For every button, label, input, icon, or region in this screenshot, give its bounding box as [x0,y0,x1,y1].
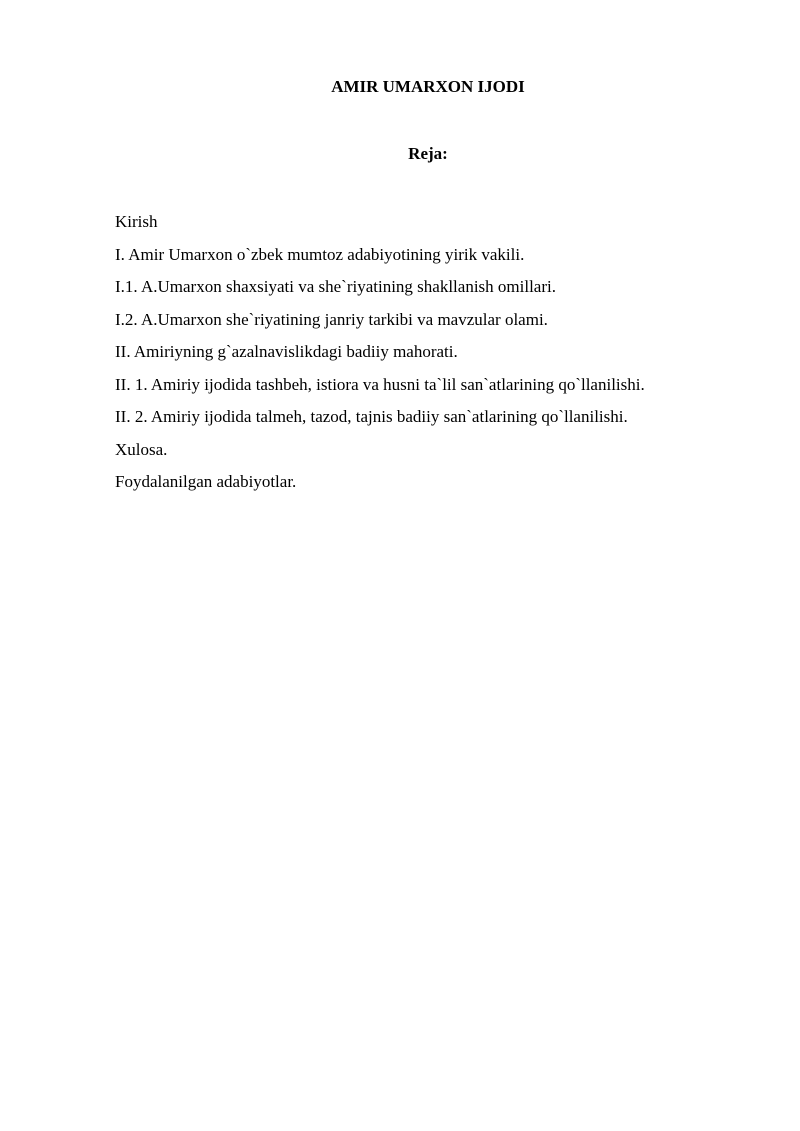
document-title: AMIR UMARXON IJODI [331,77,525,96]
plan-item-section-1-1: I.1. A.Umarxon shaxsiyati va she`riyatining shakllanish omillari. [115,277,556,296]
plan-item-section-2-1: II. 1. Amiriy ijodida tashbeh, istiora va husni ta`lil san`atlarining qo`llanilishi. [115,374,645,394]
plan-list [115,206,775,499]
plan-item-section-2-2: II. 2. Amiriy ijodida talmeh, tazod, tajnis badiiy san`atlarining qo`llanilishi. [115,407,628,426]
plan-item-introduction: Kirish [115,212,158,231]
plan-item-conclusion: Xulosa. [115,439,168,459]
plan-item-chapter-2: II. Amiriyning g`azalnavislikdagi badiiy mahorati. [115,342,458,361]
plan-item-chapter-1: I. Amir Umarxon o`zbek mumtoz adabiyotining yirik vakili. [115,244,525,264]
plan-heading: Reja: [408,144,448,163]
plan-item-section-1-2: I.2. A.Umarxon she`riyatining janriy tarkibi va mavzular olami. [115,309,548,329]
plan-item-references: Foydalanilgan adabiyotlar. [115,472,297,491]
